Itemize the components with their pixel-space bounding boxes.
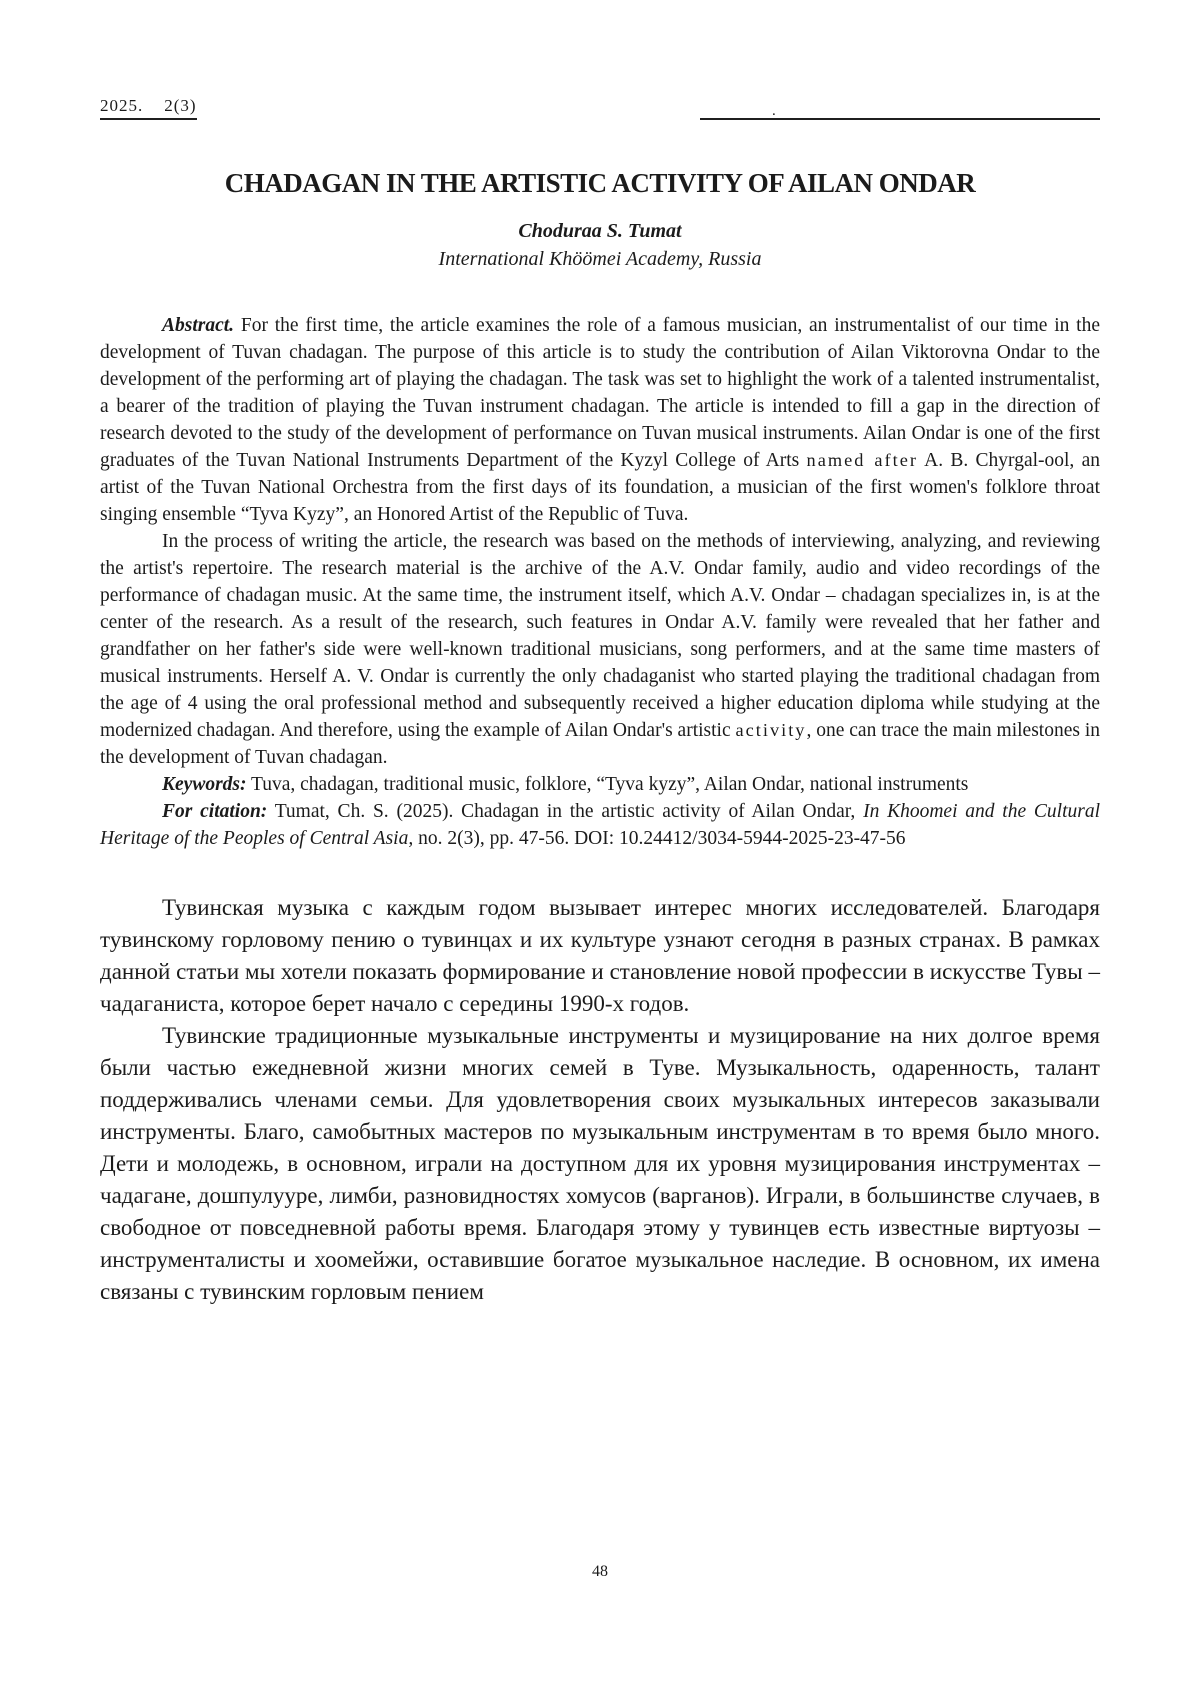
- keywords-paragraph: [100, 771, 1100, 798]
- abstract-label: Abstract.: [162, 315, 235, 336]
- abstract-paragraph-2: [100, 528, 1100, 771]
- journal-issue: 2025. 2(3): [100, 96, 197, 120]
- keywords-label: Keywords:: [162, 774, 247, 795]
- russian-paragraph-2: Тувинские традиционные музыкальные инструменты и музицирование на них долгое время были частью ежедневной жизни многих семей в Туве. Музыкальность, одаренность, талант поддерживались членами семьи. Для удовлетворения своих музыкальных интересов заказывали инструменты. Благо, самобытных мастеров по музыкальным инструментам в то время было много. Дети и молодежь, в основном, играли на доступном для их уровня музицирования инструментах – чадагане, дошпулууре, лимби, разновидностях хомусов (варганов). Играли, в большинстве случаев, в свободное от повседневной работы время. Благодаря этому у тувинцев есть известные виртуозы – инструменталисты и хоомейжи, оставившие богатое музыкальное наследие. В основном, их имена связаны с тувинским горловым пением: [100, 1023, 1100, 1304]
- abstract-p2-text-1: In the process of writing the article, the research was based on the methods of interviewing, analyzing, and reviewing the artist's repertoire. The research material is the archive of the A.V. Ondar family, audio and video recordings of the performance of chadagan music. At the same time, the instrument itself, which A.V. Ondar – chadagan specializes in, is at the center of the research. As a result of the research, such features in Ondar A.V. family were revealed that her father and grandfather on her father's side were well-known traditional musicians, song performers, and at the same time masters of musical instruments. Herself A. V. Ondar is currently the only chadaganist who started playing the traditional chadagan from the age of 4 using the oral professional method and subsequently received a higher education diploma while studying at the modernized chadagan. And therefore, using the example of Ailan Ondar's artistic: [100, 531, 1100, 741]
- citation-label: For citation:: [162, 801, 268, 822]
- citation-text-2: no. 2(3), pp. 47-56. DOI: 10.24412/3034-5944-2025-23-47-56: [413, 828, 906, 849]
- page-header: [100, 96, 1100, 120]
- citation-text-1: Tumat, Ch. S. (2025). Chadagan in the artistic activity of Ailan Ondar,: [267, 801, 864, 822]
- citation-source-title: In Khoomei and the Cultural Heritage of the Peoples of Central Asia,: [100, 801, 1100, 849]
- author-affiliation: International Khöömei Academy, Russia: [438, 248, 762, 270]
- keywords-text: Tuva, chadagan, traditional music, folklore, “Tyva kyzy”, Ailan Ondar, national instruments: [246, 774, 969, 795]
- header-dot: .: [772, 103, 776, 119]
- page-number: 48: [592, 1563, 608, 1580]
- abstract-p1-text-2: A. B. Chyrgal-ool, an artist of the Tuvan National Orchestra from the first days of its foundation, a musician of the first women's folklore throat singing ensemble “Tyva Kyzy”, an Honored Artist of the Republic of Tuva.: [100, 450, 1100, 525]
- abstract-paragraph-1: [100, 312, 1100, 528]
- abstract-p2-text-2: , one can trace the main milestones in the development of Tuvan chadagan.: [100, 720, 1100, 768]
- author-name: Choduraa S. Tumat: [518, 220, 682, 242]
- citation-paragraph: [100, 798, 1100, 852]
- header-rule: [700, 98, 1100, 120]
- abstract-p1-spaced-text: named after: [806, 450, 918, 470]
- russian-paragraph-1: Тувинская музыка с каждым годом вызывает интерес многих исследователей. Благодаря тувинскому горловому пению о тувинцах и их культуре узнают сегодня в разных странах. В рамках данной статьи мы хотели показать формирование и становление новой профессии в искусстве Тувы – чадаганиста, которое берет начало с середины 1990-х годов.: [100, 895, 1100, 1016]
- article-title: CHADAGAN IN THE ARTISTIC ACTIVITY OF AILAN ONDAR: [224, 168, 976, 198]
- abstract-p2-spaced-text: activity: [735, 720, 807, 740]
- page-footer: [0, 1563, 1200, 1581]
- abstract-p1-text-1: For the first time, the article examines the role of a famous musician, an instrumentalist of our time in the development of Tuvan chadagan. The purpose of this article is to study the contribution of Ailan Viktorovna Ondar to the development of the performing art of playing the chadagan. The task was set to highlight the work of a talented instrumentalist, a bearer of the tradition of playing the Tuvan instrument chadagan. The article is intended to fill a gap in the direction of research devoted to the study of the development of performance on Tuvan musical instruments. Ailan Ondar is one of the first graduates of the Tuvan National Instruments Department of the Kyzyl College of Arts: [100, 315, 1100, 471]
